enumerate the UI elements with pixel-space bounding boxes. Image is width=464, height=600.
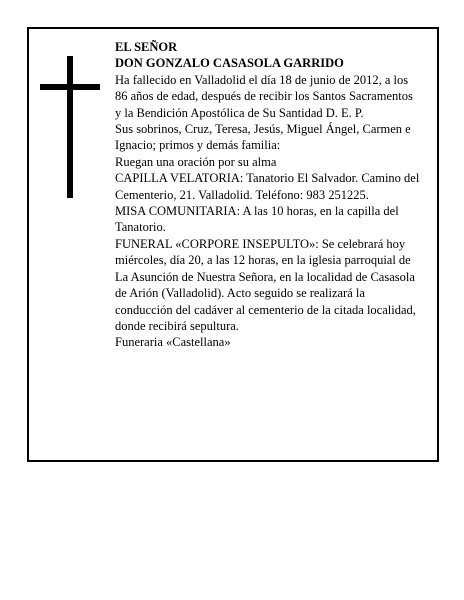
obituary-notice: [27, 27, 439, 462]
obituary-text: [115, 39, 421, 351]
funeral-info: FUNERAL «CORPORE INSEPULTO»: Se celebrará hoy miércoles, día 20, a las 12 horas, en la iglesia parroquial de La Asunción de Nuestra Señora, en la localidad de Casasola de Arión (Valladolid). Acto seguido se realizará la conducción del cadáver al cementerio de la citada localidad, donde recibirá sepultura.: [115, 236, 416, 333]
cross-icon: [67, 56, 73, 198]
community-mass-info: MISA COMUNITARIA: A las 10 horas, en la capilla del Tanatorio.: [115, 204, 399, 235]
heading-title: EL SEÑOR: [115, 40, 178, 54]
prayer-request: Ruegan una oración por su alma: [115, 154, 277, 169]
cross-icon-bar: [40, 84, 100, 90]
deceased-name: DON GONZALO CASASOLA GARRIDO: [115, 56, 344, 71]
funeral-home: Funeraria «Castellana»: [115, 335, 231, 350]
death-announcement: Ha fallecido en Valladolid el día 18 de junio de 2012, a los 86 años de edad, después de recibir los Santos Sacramentos y la Bendición Apostólica de Su Santidad D. E. P.: [115, 72, 413, 120]
family-list: Sus sobrinos, Cruz, Teresa, Jesús, Miguel Ángel, Carmen e Ignacio; primos y demás familia:: [115, 122, 411, 153]
wake-chapel-info: CAPILLA VELATORIA: Tanatorio El Salvador. Camino del Cementerio, 21. Valladolid. Teléfono: 983 251225.: [115, 171, 420, 202]
